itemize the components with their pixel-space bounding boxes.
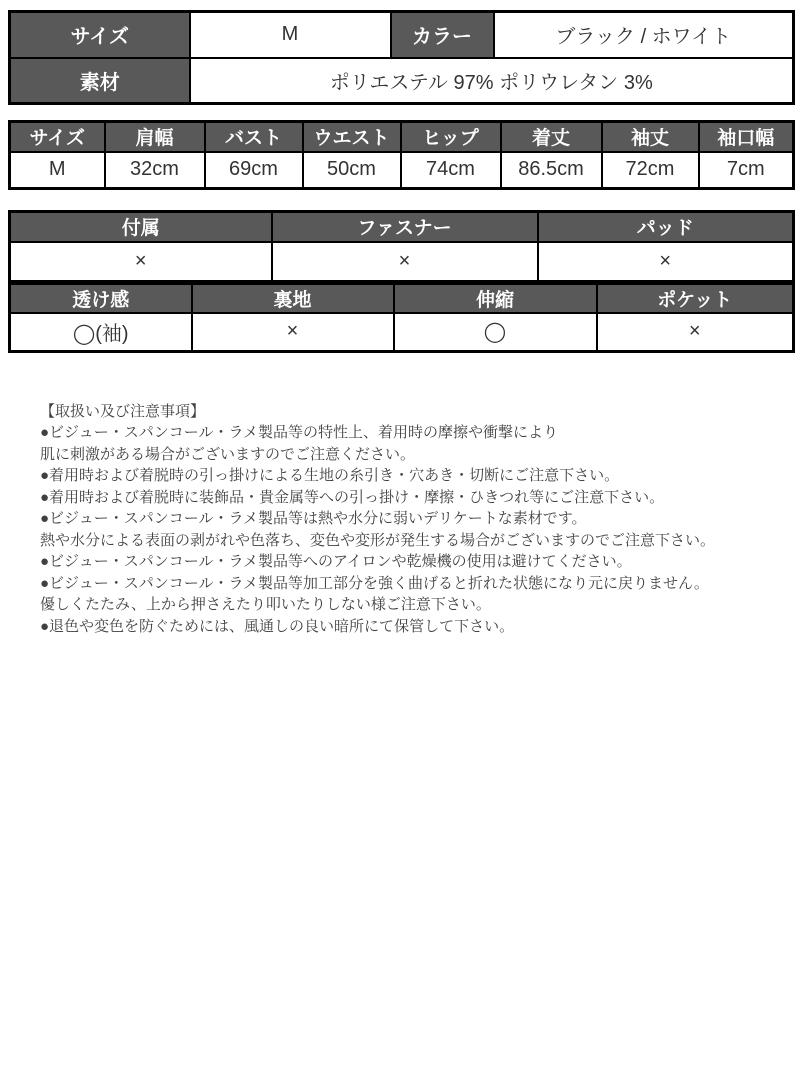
measure-header-sleeve: 袖丈 (602, 122, 699, 152)
measure-header-bust: バスト (205, 122, 303, 152)
material-label-cell: 素材 (10, 58, 190, 104)
measure-header-size: サイズ (10, 122, 105, 152)
feature-value-accessory: × (10, 242, 272, 282)
measure-value-sleeve: 72cm (602, 152, 699, 189)
material-value-cell: ポリエステル 97% ポリウレタン 3% (190, 58, 794, 104)
measurement-header-row (10, 122, 794, 152)
feature-value-sheer: ◯(袖) (10, 313, 192, 351)
feature-header-accessory: 付属 (10, 212, 272, 242)
notes-title: 【取扱い及び注意事項】 (40, 402, 206, 420)
features1-header-row (10, 212, 794, 242)
feature-value-pocket: × (597, 313, 794, 351)
notes-line: ●着用時および着脱時に装飾品・貴金属等への引っ掛け・摩擦・ひきつれ等にご注意下さい。 (40, 488, 665, 506)
measurement-value-row (10, 152, 794, 189)
features2-value-row (10, 313, 794, 351)
measure-value-size: M (10, 152, 105, 189)
notes-line: ●着用時および着脱時の引っ掛けによる生地の糸引き・穴あき・切断にご注意下さい。 (40, 467, 620, 484)
features1-value-row (10, 242, 794, 282)
notes-line: 優しくたたみ、上から押さえたり叩いたりしない様ご注意下さい。 (40, 596, 491, 613)
size-label-cell: サイズ (10, 12, 190, 58)
feature-value-lining: × (192, 313, 394, 351)
measure-header-hip: ヒップ (401, 122, 501, 152)
feature-header-sheer: 透け感 (10, 284, 192, 313)
features-table-1 (8, 210, 795, 283)
spec-table (8, 10, 795, 105)
notes-line: ●退色や変色を防ぐためには、風通しの良い暗所にて保管して下さい。 (40, 617, 515, 635)
measure-header-cuff: 袖口幅 (699, 122, 794, 152)
measure-value-cuff: 7cm (699, 152, 794, 189)
feature-value-stretch: ◯ (394, 313, 597, 351)
measure-value-bust: 69cm (205, 152, 303, 189)
feature-header-pocket: ポケット (597, 284, 794, 313)
feature-value-pad: × (538, 242, 794, 282)
notes-line: ●ビジュー・スパンコール・ラメ製品等加工部分を強く曲げると折れた状態になり元に戻りません。 (40, 574, 709, 592)
measure-header-shoulder: 肩幅 (105, 122, 205, 152)
measure-value-waist: 50cm (303, 152, 401, 189)
handling-notes (8, 401, 792, 638)
notes-line: ●ビジュー・スパンコール・ラメ製品等は熱や水分に弱いデリケートな素材です。 (40, 510, 587, 527)
notes-line: 熱や水分による表面の剥がれや色落ち、変色や変形が発生する場合がございますのでご注意下さい。 (40, 531, 716, 549)
notes-line: ●ビジュー・スパンコール・ラメ製品等の特性上、着用時の摩擦や衝撃により (40, 424, 559, 441)
measure-header-waist: ウエスト (303, 122, 401, 152)
notes-line: 肌に刺激がある場合がございますのでご注意ください。 (40, 445, 416, 463)
features2-header-row (10, 284, 794, 313)
color-value-cell: ブラック / ホワイト (494, 12, 794, 58)
measure-value-shoulder: 32cm (105, 152, 205, 189)
feature-header-lining: 裏地 (192, 284, 394, 313)
measurement-table (8, 120, 795, 190)
measure-value-hip: 74cm (401, 152, 501, 189)
feature-value-fastener: × (272, 242, 538, 282)
notes-line: ●ビジュー・スパンコール・ラメ製品等へのアイロンや乾燥機の使用は避けてください。 (40, 553, 632, 570)
color-label-cell: カラー (391, 12, 494, 58)
measure-header-length: 着丈 (501, 122, 602, 152)
feature-header-fastener: ファスナー (272, 212, 538, 242)
feature-header-pad: パッド (538, 212, 794, 242)
measure-value-length: 86.5cm (501, 152, 602, 189)
features-table-2 (8, 283, 795, 353)
feature-header-stretch: 伸縮 (394, 284, 597, 313)
size-value-cell: M (190, 12, 391, 58)
